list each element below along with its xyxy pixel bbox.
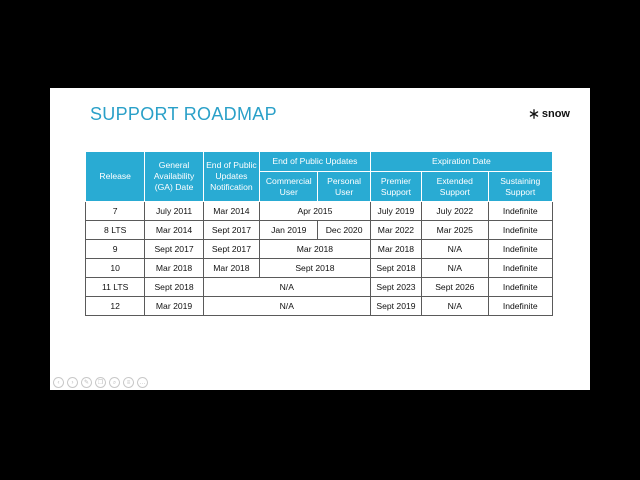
support-roadmap-table bbox=[85, 151, 553, 316]
header-ga-date: General Availability (GA) Date bbox=[145, 152, 203, 202]
cell-premier: Sept 2019 bbox=[370, 297, 421, 316]
slideshow-controls bbox=[53, 377, 148, 388]
cell-eopun-eopu: N/A bbox=[203, 278, 370, 297]
cell-premier: Mar 2018 bbox=[370, 240, 421, 259]
header-premier-support: Premier Support bbox=[370, 172, 421, 202]
cell-sustaining: Indefinite bbox=[488, 221, 552, 240]
cell-eopun: Mar 2018 bbox=[203, 259, 259, 278]
cell-eopu: Sept 2018 bbox=[260, 259, 371, 278]
cell-eopu: Mar 2018 bbox=[260, 240, 371, 259]
cell-release: 12 bbox=[86, 297, 145, 316]
cell-extended: July 2022 bbox=[422, 202, 488, 221]
cell-premier: July 2019 bbox=[370, 202, 421, 221]
cell-sustaining: Indefinite bbox=[488, 202, 552, 221]
cell-extended: Mar 2025 bbox=[422, 221, 488, 240]
cell-eopu: Apr 2015 bbox=[260, 202, 371, 221]
cell-ga: Mar 2018 bbox=[145, 259, 203, 278]
cell-extended: N/A bbox=[422, 240, 488, 259]
cell-release: 11 LTS bbox=[86, 278, 145, 297]
table-row bbox=[86, 240, 553, 259]
header-personal-user: Personal User bbox=[318, 172, 370, 202]
cell-sustaining: Indefinite bbox=[488, 278, 552, 297]
menu-icon[interactable]: ≡ bbox=[123, 377, 134, 388]
snowflake-icon bbox=[529, 109, 539, 119]
header-extended-support: Extended Support bbox=[422, 172, 488, 202]
cell-release: 10 bbox=[86, 259, 145, 278]
cell-eopun: Sept 2017 bbox=[203, 240, 259, 259]
header-end-of-public-updates: End of Public Updates bbox=[260, 152, 371, 172]
cell-premier: Sept 2023 bbox=[370, 278, 421, 297]
cell-ga: Mar 2019 bbox=[145, 297, 203, 316]
pen-icon[interactable]: ✎ bbox=[81, 377, 92, 388]
cell-ga: Sept 2017 bbox=[145, 240, 203, 259]
cell-release: 8 LTS bbox=[86, 221, 145, 240]
cell-sustaining: Indefinite bbox=[488, 297, 552, 316]
table-row bbox=[86, 221, 553, 240]
cell-ga: Mar 2014 bbox=[145, 221, 203, 240]
copy-icon[interactable]: ❐ bbox=[95, 377, 106, 388]
table-row bbox=[86, 297, 553, 316]
more-icon[interactable]: … bbox=[137, 377, 148, 388]
zoom-icon[interactable]: ⌕ bbox=[109, 377, 120, 388]
cell-ga: July 2011 bbox=[145, 202, 203, 221]
presentation-slide bbox=[50, 88, 590, 390]
cell-sustaining: Indefinite bbox=[488, 240, 552, 259]
cell-extended: N/A bbox=[422, 259, 488, 278]
next-icon[interactable]: › bbox=[67, 377, 78, 388]
cell-sustaining: Indefinite bbox=[488, 259, 552, 278]
cell-eopu-personal: Dec 2020 bbox=[318, 221, 370, 240]
cell-extended: Sept 2026 bbox=[422, 278, 488, 297]
table-row bbox=[86, 259, 553, 278]
header-expiration-date: Expiration Date bbox=[370, 152, 552, 172]
cell-release: 7 bbox=[86, 202, 145, 221]
table-row bbox=[86, 202, 553, 221]
cell-ga: Sept 2018 bbox=[145, 278, 203, 297]
header-commercial-user: Commercial User bbox=[260, 172, 318, 202]
cell-eopun: Mar 2014 bbox=[203, 202, 259, 221]
slide-title: SUPPORT ROADMAP bbox=[90, 104, 277, 124]
header-sustaining-support: Sustaining Support bbox=[488, 172, 552, 202]
cell-eopun: Sept 2017 bbox=[203, 221, 259, 240]
cell-premier: Sept 2018 bbox=[370, 259, 421, 278]
cell-eopu-commercial: Jan 2019 bbox=[260, 221, 318, 240]
snow-logo bbox=[529, 108, 570, 120]
cell-premier: Mar 2022 bbox=[370, 221, 421, 240]
cell-eopun-eopu: N/A bbox=[203, 297, 370, 316]
previous-icon[interactable]: ‹ bbox=[53, 377, 64, 388]
logo-text: snow bbox=[541, 108, 570, 120]
table-row bbox=[86, 278, 553, 297]
cell-extended: N/A bbox=[422, 297, 488, 316]
header-eopu-notification: End of Public Updates Notification bbox=[203, 152, 259, 202]
header-release: Release bbox=[86, 152, 145, 202]
cell-release: 9 bbox=[86, 240, 145, 259]
